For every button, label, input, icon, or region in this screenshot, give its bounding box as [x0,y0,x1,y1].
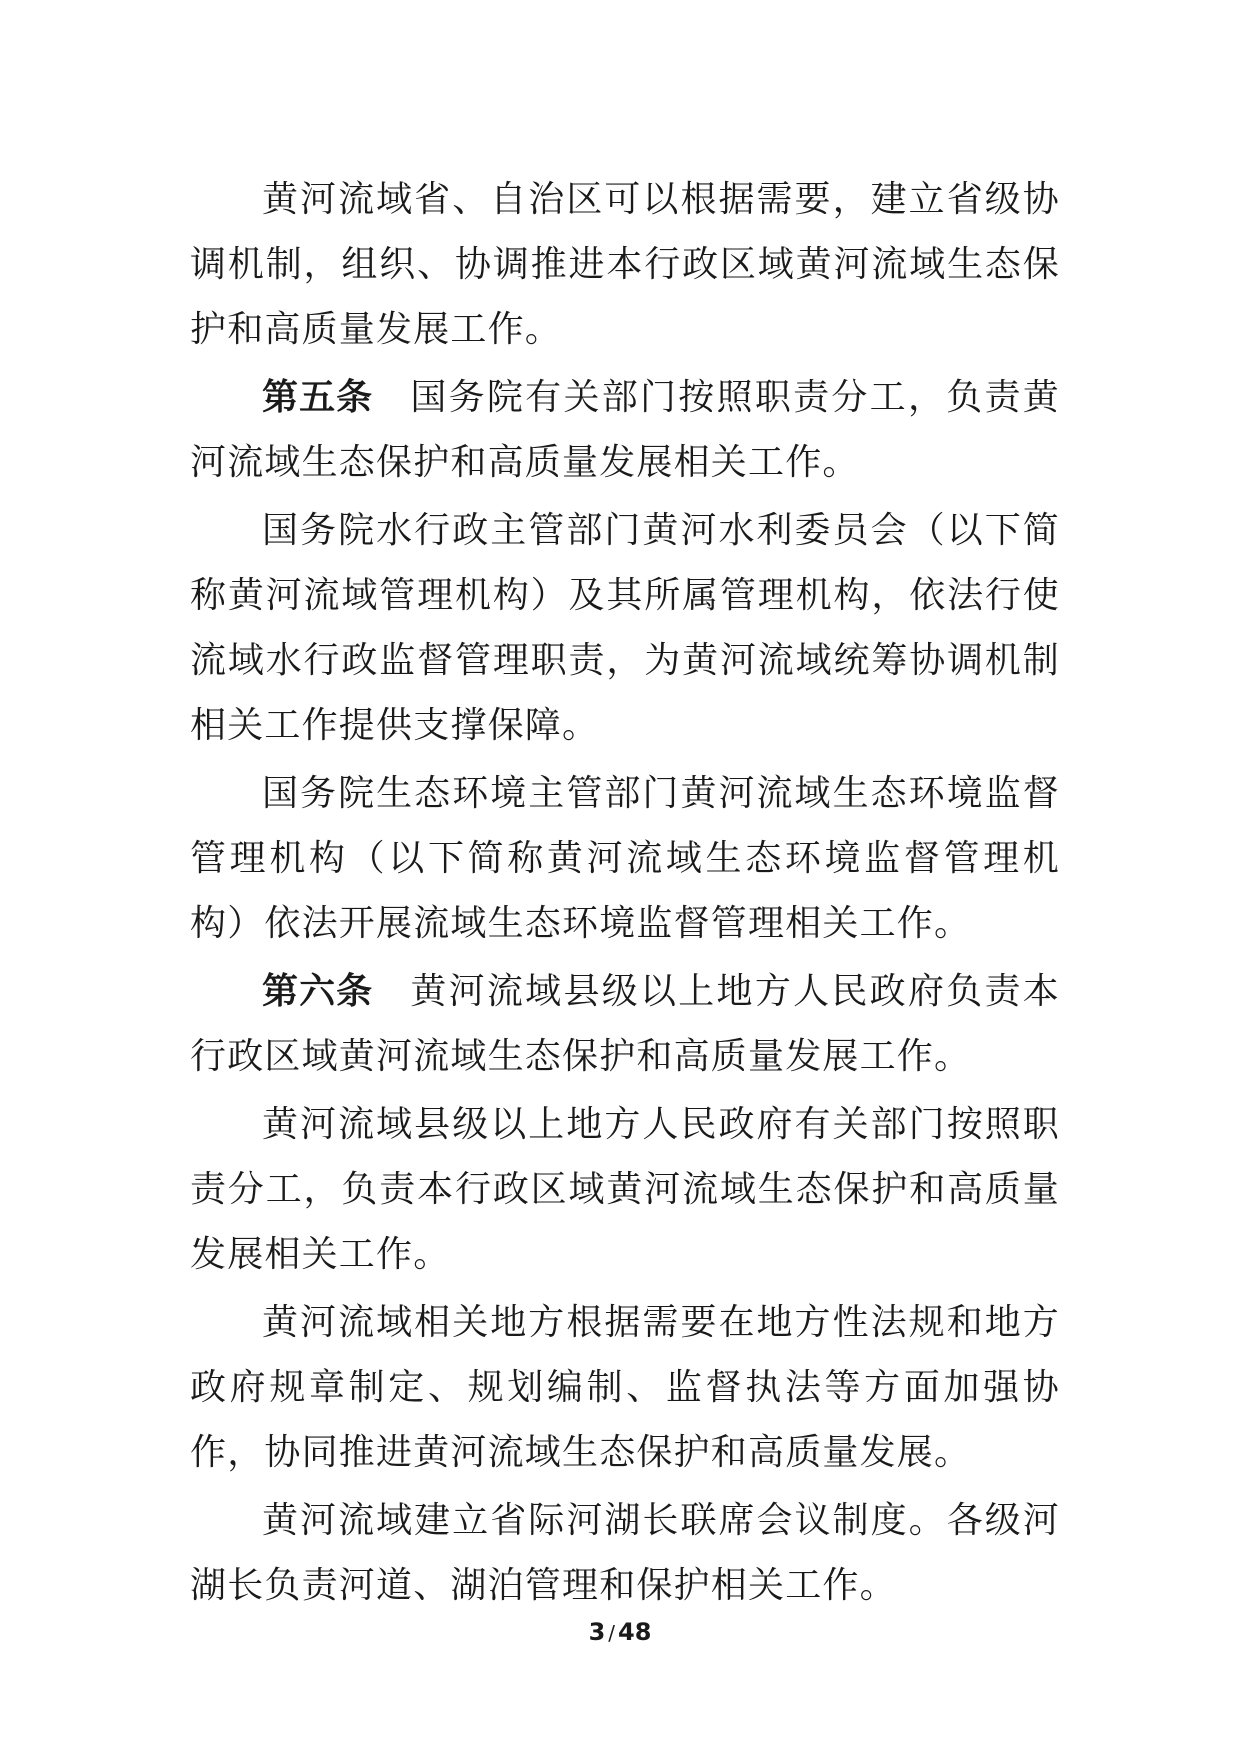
current-page: 3 [588,1618,606,1646]
paragraph-text: 国务院有关部门按照职责分工，负责黄河流域生态保护和高质量发展相关工作。 [190,377,1060,483]
paragraph-text: 国务院生态环境主管部门黄河流域生态环境监督管理机构（以下简称黄河流域生态环境监督管理机构）依法开展流域生态环境监督管理相关工作。 [190,773,1060,944]
page-separator: / [608,1621,616,1645]
page-number [0,1618,1240,1646]
paragraph-text: 黄河流域县级以上地方人民政府负责本行政区域黄河流域生态保护和高质量发展工作。 [190,971,1060,1077]
paragraph-text: 黄河流域相关地方根据需要在地方性法规和地方政府规章制定、规划编制、监督执法等方面加强协作，协同推进黄河流域生态保护和高质量发展。 [190,1302,1060,1473]
article-label: 第六条 [262,971,374,1012]
paragraph-text: 国务院水行政主管部门黄河水利委员会（以下简称黄河流域管理机构）及其所属管理机构，依法行使流域水行政监督管理职责，为黄河流域统筹协调机制相关工作提供支撑保障。 [190,510,1060,746]
paragraph [190,498,1060,758]
paragraph-text: 黄河流域建立省际河湖长联席会议制度。各级河湖长负责河道、湖泊管理和保护相关工作。 [190,1500,1060,1606]
article-paragraph [190,365,1060,495]
paragraph [190,1290,1060,1485]
article-label: 第五条 [262,377,374,418]
paragraph [190,1488,1060,1618]
paragraph [190,167,1060,362]
document-body [190,167,1060,1621]
paragraph [190,761,1060,956]
article-paragraph [190,959,1060,1089]
paragraph-text: 黄河流域县级以上地方人民政府有关部门按照职责分工，负责本行政区域黄河流域生态保护和高质量发展相关工作。 [190,1104,1060,1275]
total-pages: 48 [618,1618,652,1646]
paragraph [190,1092,1060,1287]
paragraph-text: 黄河流域省、自治区可以根据需要，建立省级协调机制，组织、协调推进本行政区域黄河流域生态保护和高质量发展工作。 [190,179,1060,350]
